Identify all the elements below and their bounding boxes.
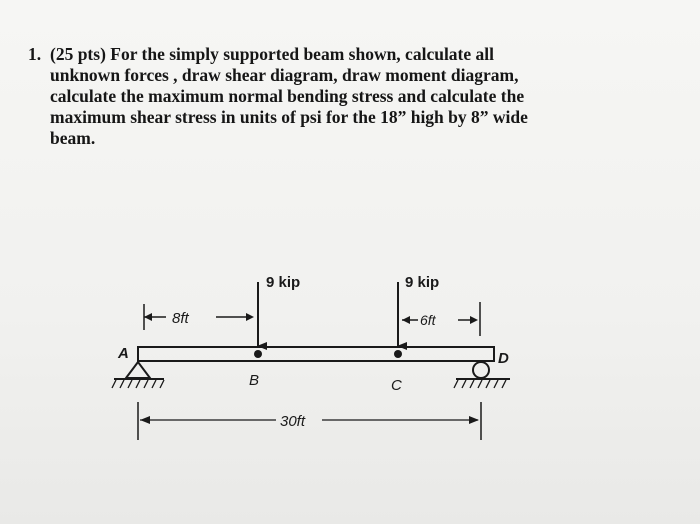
point-b-dot <box>254 350 262 358</box>
beam-diagram <box>100 262 540 462</box>
dimension-6ft <box>402 302 480 336</box>
load-label-c: 9 kip <box>405 274 440 291</box>
point-c-dot <box>394 350 402 358</box>
load-label-b: 9 kip <box>266 274 301 291</box>
dimension-30ft <box>138 402 481 440</box>
point-label-a: A <box>118 345 129 362</box>
problem-line: unknown forces , draw shear diagram, draw moment diagram, <box>50 65 519 85</box>
point-label-c: C <box>391 377 402 394</box>
point-label-d: D <box>498 350 509 367</box>
problem-text <box>50 44 668 149</box>
dim-label-8ft: 8ft <box>172 310 189 327</box>
dim-label-30ft: 30ft <box>280 413 306 430</box>
dim-label-6ft: 6ft <box>420 312 436 328</box>
problem-number: 1. <box>28 44 42 64</box>
dimension-8ft <box>144 304 254 330</box>
problem-line: beam. <box>50 128 96 148</box>
problem-line: calculate the maximum normal bending stress and calculate the <box>50 86 525 106</box>
problem-line: (25 pts) For the simply supported beam shown, calculate all <box>50 44 494 64</box>
pin-support-a <box>112 362 164 388</box>
beam <box>138 347 494 361</box>
point-label-b: B <box>249 372 260 389</box>
problem-line: maximum shear stress in units of psi for the 18” high by 8” wide <box>50 107 528 127</box>
problem-statement <box>28 44 668 149</box>
